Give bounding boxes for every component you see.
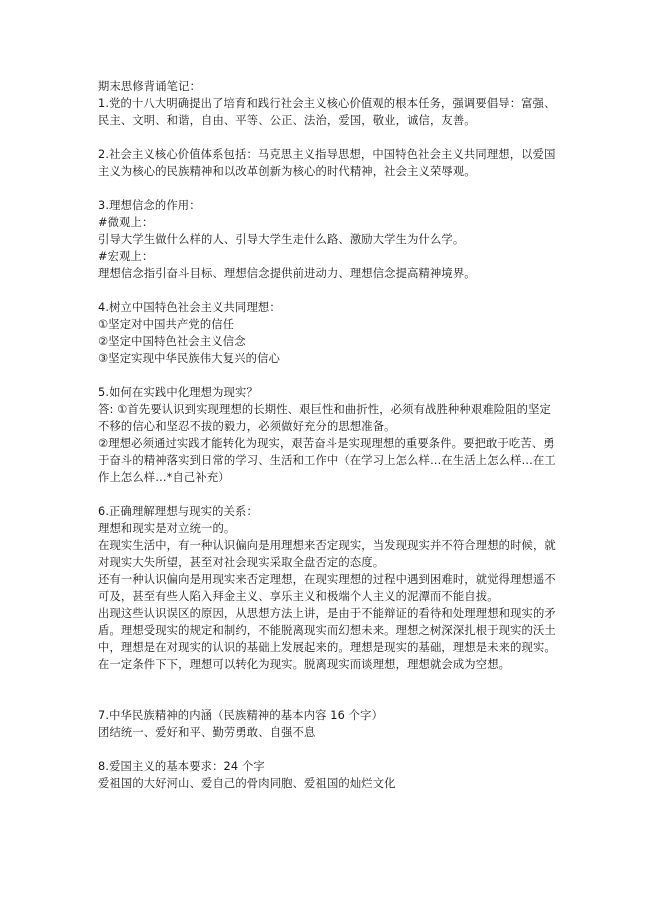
- section-6-line: 出现这些认识误区的原因，从思想方法上讲，是由于不能辩证的看待和处理理想和现实的矛: [98, 607, 556, 620]
- section-3-heading: 3.理想信念的作用：: [98, 199, 201, 212]
- section-6-line: 可及，甚至有些人陷入拜金主义、享乐主义和极端个人主义的泥潭而不能自拔。: [98, 590, 499, 603]
- section-5-line: ②理想必须通过实践才能转化为现实，艰苦奋斗是实现理想的重要条件。要把敢于吃苦、勇: [98, 437, 555, 450]
- section-7-text: 团结统一、爱好和平、勤劳勇敢、自强不息: [98, 726, 316, 739]
- section-6-line: 还有一种认识偏向是用现实来否定理想，在现实理想的过程中遇到困难时，就觉得理想遥不: [98, 573, 556, 586]
- section-8-heading: 8.爱国主义的基本要求：24 个字: [98, 760, 265, 773]
- section-4-item: ②坚定中国特色社会主义信念: [98, 335, 246, 348]
- section-5-line: 于奋斗的精神落实到日常的学习、生活和工作中（在学习上怎么样…在生活上怎么样…在工: [98, 454, 556, 467]
- section-3-micro-text: 引导大学生做什么样的人、引导大学生走什么路、激励大学生为什么学。: [98, 233, 465, 246]
- section-1-line-2: 民主、文明、和谐，自由、平等、公正、法治，爱国，敬业，诚信，友善。: [98, 114, 476, 127]
- section-6-line: 盾。理想受现实的规定和制约，不能脱离现实而幻想未来。理想之树深深扎根于现实的沃土: [98, 624, 556, 637]
- section-3-micro-label: #微观上：: [98, 216, 154, 229]
- section-4-item: ①坚定对中国共产党的信任: [98, 318, 235, 331]
- section-3-macro-text: 理想信念指引奋斗目标、理想信念提供前进动力、理想信念提高精神境界。: [98, 267, 476, 280]
- document-title: 期末思修背诵笔记：: [98, 80, 202, 93]
- section-8-text: 爱祖国的大好河山、爱自己的骨肉同胞、爱祖国的灿烂文化: [98, 777, 396, 790]
- section-3-macro-label: #宏观上：: [98, 250, 154, 263]
- section-4-item: ③坚定实现中华民族伟大复兴的信心: [98, 352, 280, 365]
- section-2-line-1: 2.社会主义核心价值体系包括：马克思主义指导思想，中国特色社会主义共同理想，以爱国: [98, 148, 556, 161]
- section-6-heading: 6.正确理解理想与现实的关系：: [98, 505, 258, 518]
- section-6-line: 理想和现实是对立统一的。: [98, 522, 236, 535]
- section-7-heading: 7.中华民族精神的内涵（民族精神的基本内容 16 个字）: [98, 709, 384, 722]
- section-5-line: 答: ①首先要认识到实现理想的长期性、艰巨性和曲折性，必须有战胜种种艰难险阻的坚定: [98, 403, 551, 416]
- section-1-line-1: 1.党的十八大明确提出了培育和践行社会主义核心价值观的根本任务，强调要倡导：富强、: [98, 97, 556, 110]
- section-4-heading: 4.树立中国特色社会主义共同理想：: [98, 301, 281, 314]
- section-5-heading: 5.如何在实践中化理想为现实？: [98, 386, 258, 399]
- section-6-line: 在一定条件下下，理想可以转化为现实。脱离现实而谈理想，理想就会成为空想。: [98, 658, 511, 671]
- section-6-line: 中，理想是在对现实的认识的基础上发展起来的。理想是现实的基础，理想是未来的现实。: [98, 641, 556, 654]
- section-2-line-2: 主义为核心的民族精神和以改革创新为核心的时代精神，社会主义荣辱观。: [98, 165, 476, 178]
- section-6-line: 在现实生活中，有一种认识偏向是用理想来否定现实，当发现现实并不符合理想的时候，就: [98, 539, 556, 552]
- section-5-line: 作上怎么样…*自己补充）: [98, 471, 230, 484]
- section-5-line: 不移的信心和坚忍不拔的毅力，必须做好充分的思想准备。: [98, 420, 396, 433]
- section-6-line: 对现实大失所望，甚至对社会现实采取全盘否定的态度。: [98, 556, 385, 569]
